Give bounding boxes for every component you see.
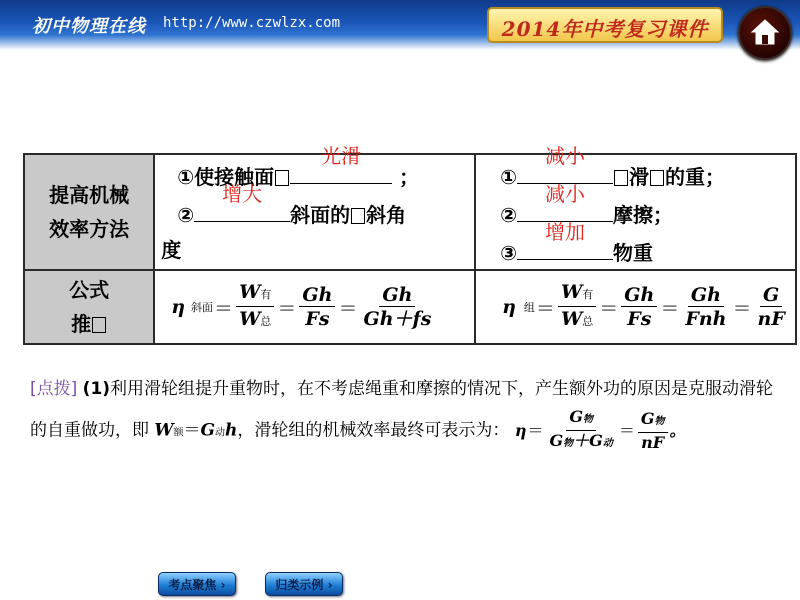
subscript: 动 — [215, 427, 226, 439]
symbol: W — [239, 280, 261, 303]
equals-sign: ＝ — [599, 297, 619, 320]
plus-sign: ＋ — [573, 431, 590, 450]
chevron-right-icon: › — [216, 578, 226, 592]
incline-formula-cell — [154, 270, 475, 344]
answer-text: 光滑 — [321, 144, 362, 168]
eta-symbol: η — [514, 421, 527, 440]
fraction-work — [558, 281, 596, 334]
answer-text: 减小 — [545, 182, 586, 206]
fraction-numerator — [236, 281, 274, 307]
hint-tag: [点拨] — [30, 379, 78, 399]
pulley-efficiency-formula — [476, 272, 795, 342]
equals-sign: ＝ — [527, 421, 544, 440]
method-text: 斜角 — [366, 203, 407, 227]
fraction-gh-fs — [621, 284, 657, 331]
row-header-line: 提高机械 — [49, 183, 130, 207]
weight-symbol: G — [200, 420, 216, 441]
efficiency-table — [23, 144, 797, 345]
course-banner — [487, 7, 723, 43]
row-header-line — [25, 307, 153, 341]
subscript: 物 — [563, 438, 574, 449]
subscript: 额 — [173, 427, 184, 439]
method-text: ① — [500, 165, 518, 189]
fraction-work — [236, 281, 274, 334]
eta-subscript: 组 — [523, 301, 535, 314]
row-header-line: 效率方法 — [49, 217, 130, 241]
method-text: 度 — [161, 238, 182, 262]
hint-paragraph — [30, 372, 784, 454]
fraction-gh-fnh — [682, 284, 729, 331]
height-symbol: h — [225, 420, 238, 441]
answer-text: 增大 — [222, 182, 263, 206]
fraction-denominator: nF — [641, 432, 665, 452]
method-text: ①使接触面 — [177, 165, 275, 189]
site-logo-text: 初中物理在线 — [32, 16, 146, 37]
symbol: G — [589, 431, 603, 450]
pulley-methods-cell — [475, 144, 796, 270]
symbol: G — [569, 407, 583, 426]
subscript: 物 — [654, 415, 665, 427]
method-text: 斜面的 — [290, 203, 351, 227]
hint-number: (1) — [82, 379, 111, 399]
answer-blank — [194, 182, 290, 222]
fraction-denominator: nF — [757, 307, 785, 330]
method-text: 滑 — [629, 165, 650, 189]
home-button[interactable] — [738, 6, 792, 60]
equals-sign: ＝ — [338, 297, 358, 320]
fraction-numerator: Gh — [688, 284, 724, 307]
fraction-denominator — [558, 307, 596, 334]
incline-method-2 — [155, 182, 474, 231]
incline-method-2-cont — [155, 231, 474, 269]
table-row-formulas — [24, 270, 796, 344]
fraction-denominator: Fnh — [685, 307, 727, 330]
fraction-denominator — [236, 307, 274, 334]
missing-glyph — [351, 208, 365, 224]
button-label: 考点聚焦 — [168, 578, 217, 592]
fraction-gh-sum — [360, 284, 434, 331]
eta-symbol: η — [171, 296, 186, 318]
eta-subscript: 斜面 — [191, 301, 214, 314]
row-header-formulas — [24, 270, 154, 344]
equals-sign: ＝ — [660, 297, 680, 320]
pulley-efficiency-final-formula — [515, 407, 686, 454]
method-text: ③ — [500, 241, 518, 265]
fraction-denominator: Fs — [627, 307, 652, 330]
fraction-numerator — [558, 281, 596, 307]
category-examples-button[interactable] — [265, 572, 343, 596]
home-icon — [750, 17, 780, 47]
site-url: http://www.czwlzx.com — [163, 15, 341, 31]
missing-glyph — [650, 170, 664, 186]
fraction-weight-sum — [546, 407, 615, 454]
symbol: G — [640, 408, 655, 428]
pulley-method-3 — [476, 220, 795, 269]
subscript: 动 — [602, 438, 613, 449]
symbol: W — [560, 307, 583, 330]
subscript: 物 — [582, 414, 593, 425]
row-header-text: 推 — [71, 312, 92, 336]
symbol: W — [239, 307, 261, 330]
equals-sign: ＝ — [214, 297, 234, 320]
fraction-g-nf — [755, 284, 788, 331]
method-text: 的重； — [665, 165, 726, 189]
answer-text: 减小 — [545, 144, 586, 168]
period: 。 — [669, 421, 686, 440]
header-bar — [0, 0, 800, 50]
subscript: 总 — [260, 314, 272, 328]
equals-sign: ＝ — [277, 297, 297, 320]
work-symbol: W — [154, 420, 174, 441]
missing-glyph — [614, 170, 628, 186]
incline-efficiency-formula — [155, 272, 474, 342]
method-text: ② — [500, 203, 518, 227]
fraction-numerator: Gh — [299, 284, 335, 307]
fraction-numerator — [566, 407, 596, 431]
symbol: G — [549, 431, 564, 450]
hint-text: 利用滑轮组提升重物时，在不考虑绳重和摩擦的情况下，产生额外功的原因是克服动滑轮的自重做功，即 — [30, 379, 774, 441]
fraction-denominator: Gh＋fs — [363, 307, 432, 330]
answer-blank — [290, 144, 392, 184]
chevron-right-icon: › — [323, 578, 333, 592]
symbol: W — [560, 280, 583, 303]
table-row-methods — [24, 154, 796, 270]
fraction-weight-nf — [638, 409, 668, 453]
answer-blank — [517, 220, 613, 260]
hint-text: ，滑轮组的机械效率最终可表示为： — [237, 420, 510, 441]
subscript: 总 — [582, 314, 594, 328]
fraction-gh-fs — [299, 284, 335, 331]
incline-methods-cell — [154, 144, 475, 270]
method-text: ； — [399, 165, 420, 189]
equals-sign: ＝ — [535, 297, 555, 320]
row-header-line: 公式 — [69, 278, 110, 302]
equals-sign: ＝ — [618, 421, 635, 440]
missing-glyph — [92, 317, 106, 333]
equals-sign: ＝ — [183, 420, 201, 441]
pulley-formula-cell — [475, 270, 796, 344]
answer-text: 增加 — [545, 220, 586, 244]
equals-sign: ＝ — [732, 297, 752, 320]
method-text: 物重 — [613, 241, 654, 265]
subscript: 有 — [260, 287, 272, 301]
subscript: 有 — [582, 287, 594, 301]
fraction-numerator: G — [760, 284, 782, 307]
fraction-numerator: Gh — [621, 284, 657, 307]
row-header-methods — [24, 154, 154, 270]
fraction-numerator — [638, 409, 668, 433]
method-text: 摩擦； — [613, 203, 674, 227]
button-label: 归类示例 — [275, 578, 324, 592]
eta-symbol: η — [502, 296, 516, 318]
course-title: 2014年中考复习课件 — [501, 17, 709, 41]
method-text: ② — [177, 203, 195, 227]
fraction-denominator — [546, 431, 615, 454]
fraction-numerator: Gh — [379, 284, 415, 307]
fraction-denominator: Fs — [305, 307, 330, 330]
exam-points-button[interactable] — [158, 572, 236, 596]
